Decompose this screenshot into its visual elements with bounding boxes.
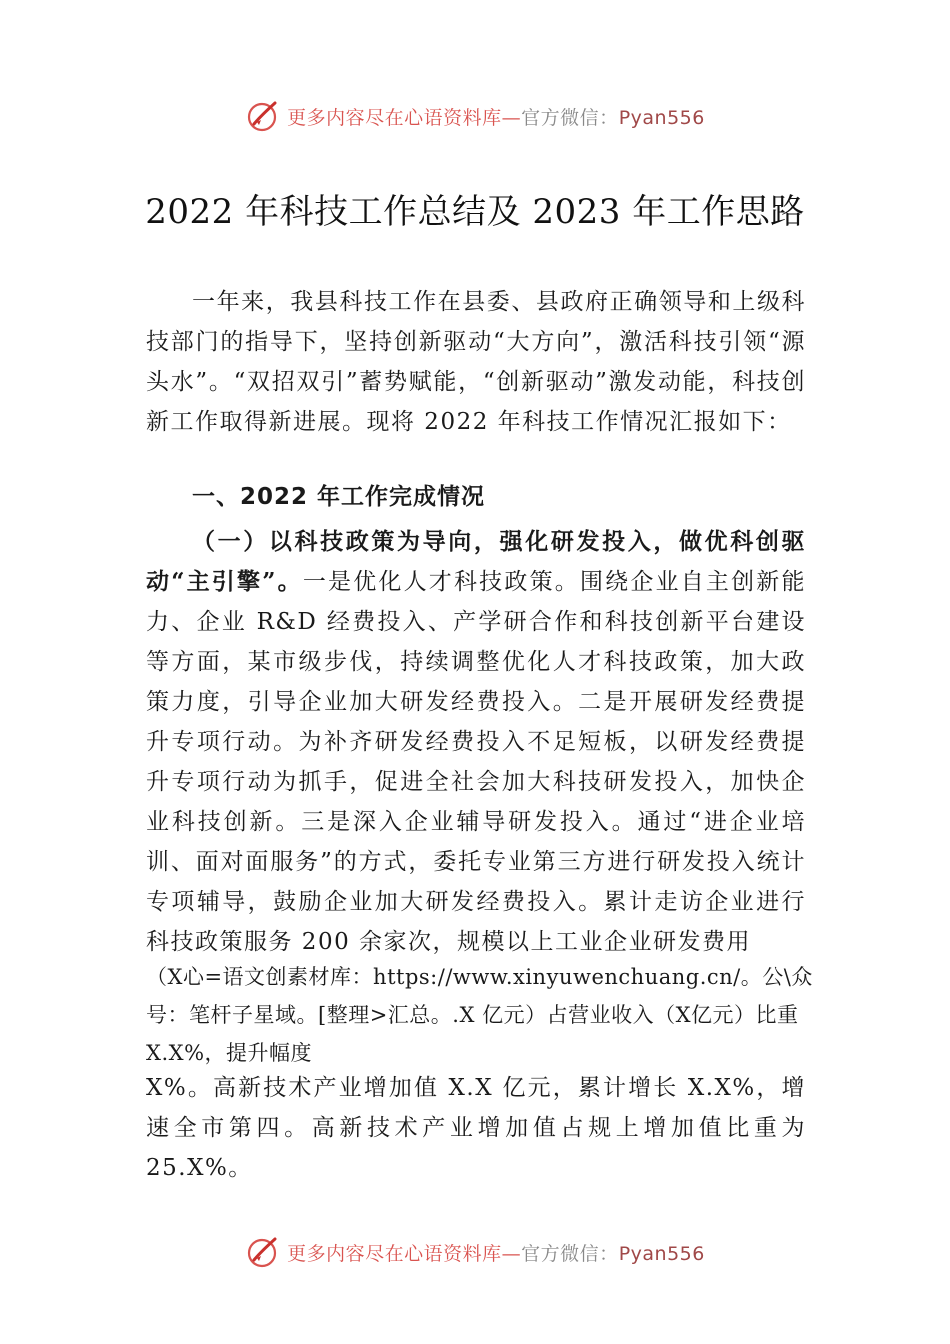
banner-text: 更多内容尽在心语资料库—官方微信：Pyan556 (287, 1242, 705, 1265)
intro-text: 一年来，我县科技工作在县委、县政府正确领导和上级科技部门的指导下，坚持创新驱动“大方向”，激活科技引领“源头水”。“双招双引”蓄势赋能，“创新驱动”激发动能，科技创新工作取得新进展。现将 2022 年科技工作情况汇报如下： (146, 289, 806, 435)
section-heading: 一、2022 年工作完成情况 (192, 484, 486, 510)
footer-banner (0, 1232, 950, 1272)
header-banner (0, 96, 950, 136)
continuation-text: X%。高新技术产业增加值 X.X 亿元，累计增长 X.X%，增速全市第四。高新技术产业增加值占规上增加值比重为 25.X%。 (146, 1075, 806, 1181)
source-note: （X心=语文创素材库：https://www.xinyuwenchuang.cn/。公\众号：笔杆子星域。[整理>汇总。.X 亿元）占营业收入（X亿元）比重 X.X%，提升幅度 (146, 965, 813, 1065)
continuation-paragraph (146, 1068, 806, 1188)
page-title: 2022 年科技工作总结及 2023 年工作思路 (145, 192, 805, 232)
item-text: 一是优化人才科技政策。围绕企业自主创新能力、企业 R&D 经费投入、产学研合作和科技创新平台建设等方面，某市级步伐，持续调整优化人才科技政策，加大政策力度，引导企业加大研发经费投入。二是开展研发经费提升专项行动。为补齐研发经费投入不足短板，以研发经费提升专项行动为抓手，促进全社会加大科技研发投入，加快企业科技创新。三是深入企业辅导研发投入。通过“进企业培训、面对面服务”的方式，委托专业第三方进行研发投入统计专项辅导，鼓励企业加大研发经费投入。累计走访企业进行科技政策服务 200 余家次，规模以上工业企业研发费用 (146, 569, 807, 955)
brush-logo-icon (245, 98, 281, 134)
intro-paragraph (146, 282, 806, 442)
item-lead: （一）以科技政策为导向，强化研发投入，做优科创驱动“主引擎”。 (146, 528, 806, 595)
item-paragraph (146, 522, 806, 962)
banner-text: 更多内容尽在心语资料库—官方微信：Pyan556 (287, 106, 705, 129)
brush-logo-icon (245, 1234, 281, 1270)
